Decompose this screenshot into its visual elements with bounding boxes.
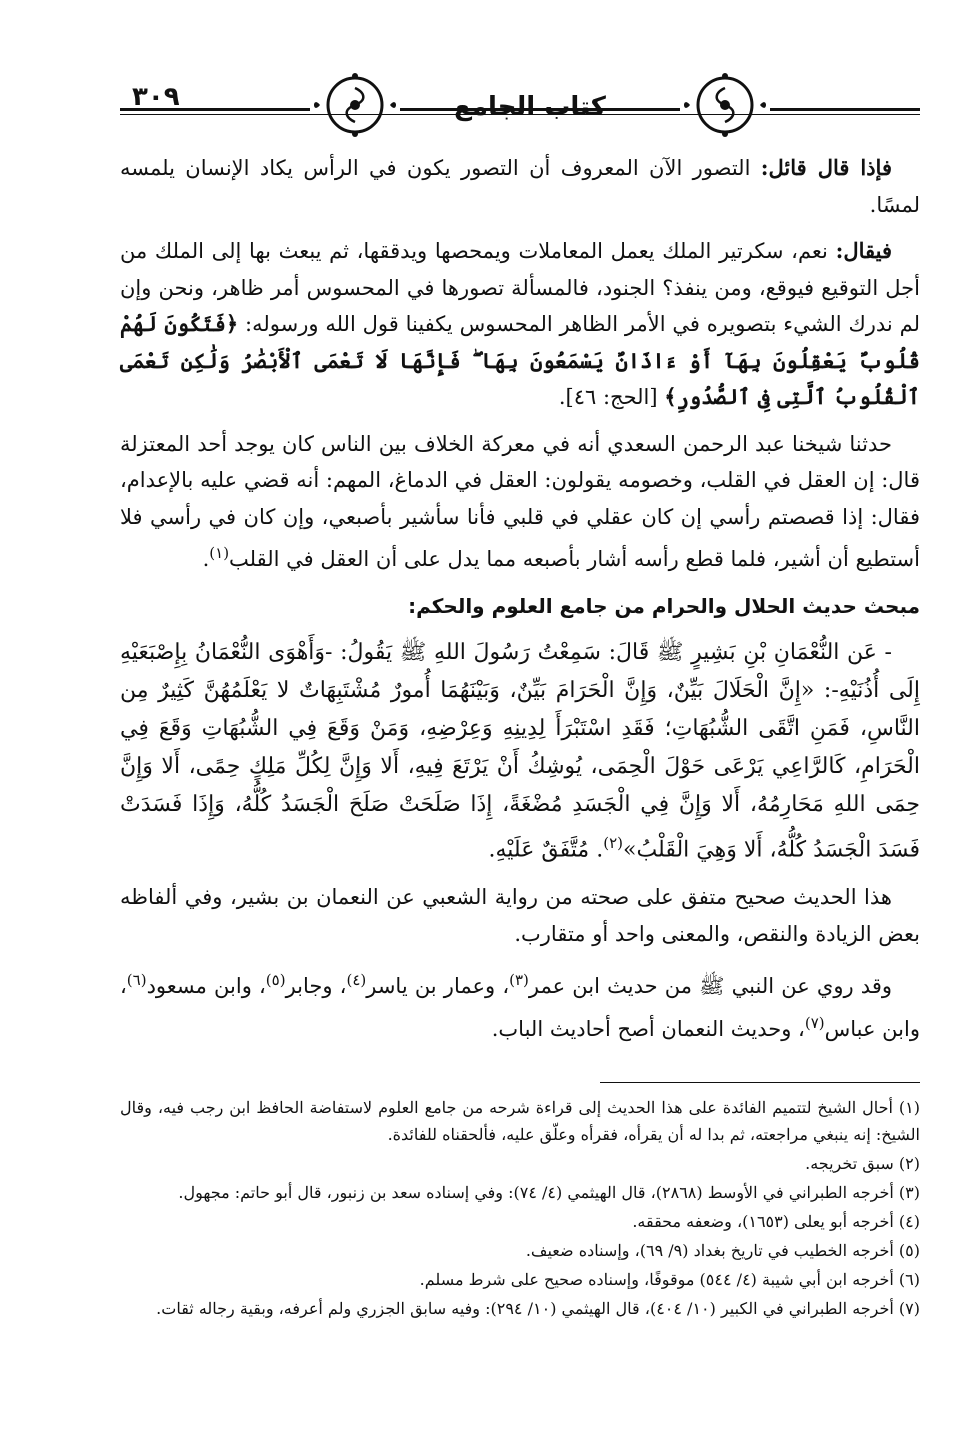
paragraph-lead: فإذا قال قائل: [760,155,892,180]
section-heading: مبحث حديث الحلال والحرام من جامع العلوم والحكم: [408,593,920,618]
footnote-ref: (٥) [265,971,286,990]
hadith-body: - عَن النُّعْمَانِ بْنِ بَشِيرٍ ﷺ قَالَ: سَمِعْتُ رَسُولَ اللهِ ﷺ يَقُولُ: -وَأَهْوَى النُّعْمَانُ بِإِصْبَعَيْهِ إِلَى أُذُنَيْهِ-: «إِنَّ الْحَلَالَ بَيِّنٌ، وَإِنَّ الْحَرَامَ بَيِّنٌ، وَبَيْنَهُمَا أُمورٌ مُشْتَبِهَاتٌ لا يَعْلَمُهُنَّ كَثِيرٌ مِن النَّاسِ، فَمَنِ اتَّقَى الشُّبُهَاتِ؛ فَقَدِ اسْتَبْرَأَ لِدِينِهِ وَعِرْضِهِ، وَمَنْ وَقَعَ فِي الشُّبُهَاتِ وَقَعَ فِي الْحَرَامِ، كَالرَّاعِي يَرْعَى حَوْلَ الْحِمَى، يُوشِكُ أَنْ يَرْتَعَ فِيهِ، أَلا وَإِنَّ لِكُلِّ مَلِكٍ حِمًى، أَلا وَإِنَّ حِمَى اللهِ مَحَارِمُهُ، أَلا وَإِنَّ فِي الْجَسَدِ مُضْغَةً، إِذَا صَلَحَتْ صَلَحَ الْجَسَدُ كُلُّهُ، وَإِذَا فَسَدَتْ فَسَدَ الْجَسَدُ كُلُّهُ، أَلا وَهِيَ الْقَلْبُ» [120,640,920,863]
book-title: كتاب الجامع [454,92,606,122]
floral-ornament-icon [680,70,770,140]
paragraph-authenticity [120,879,920,952]
paragraph-answer [120,233,920,416]
paragraph-text: نعم، سكرتير الملك يعمل المعاملات ويمحصها ويدققها، ثم يبعث بها إلى الملك من أجل التوقيع فيوقع، ومن ينفذ؟ الجنود، فالمسألة تصورها في المحسوس أمر ظاهر، ونحن وإن لم ندرك الشيء بتصويره في الأمر الظاهر المحسوس يكفينا قول الله ورسوله: [120,239,920,336]
paragraph-text: ، وابن عباس [120,974,920,1041]
paragraph-text: حدثنا شيخنا عبد الرحمن السعدي أنه في معركة الخلاف بين الناس كان يوجد أحد المعتزلة قال: إن العقل في القلب، وخصومه يقولون: العقل في الدماغ، المهم: أنه قضي عليه بالإعدام، فقال: إذا قصصتم رأسي إن كان عقلي في قلبي فأنا سأشير بأصبعي، وإن كان في رأسي فلا أستطيع أن أشير، فلما قطع رأسه أشار بأصبعه مما يدل على أن العقل في القلب [120,431,920,571]
hadith-end: . مُتَّفَقٌ عَلَيْهِ. [488,837,604,863]
floral-ornament-icon [310,70,400,140]
paragraph-text: ، وابن مسعود [146,974,266,999]
paragraph-text: ، وجابر [285,974,347,999]
footnotes [120,1094,920,1324]
page-header [120,70,920,150]
footnote-ref: (٦) [126,971,147,990]
footnote-ref: (٢) [603,834,623,852]
verse-citation: [الحج: ٤٦]. [558,385,665,409]
paragraph-text: هذا الحديث صحيح متفق على صحته من رواية الشعبي عن النعمان بن بشير، وفي ألفاظه بعض الزيادة والنقص، والمعنى واحد أو متقارب. [120,885,920,946]
paragraph-text: وقد روي عن النبي ﷺ من حديث ابن عمر [528,974,893,999]
footnote-item: (١) أحال الشيخ لتتميم الفائدة على هذا الحديث إلى قراءة شرحه من جامع العلوم لاستفاضة الحافظ ابن رجب فيه، وقال الشيخ: إنه ينبغي مراجعته، ثم بدا له أن يقرأه، فقرأه وعلّق عليه، فألحقناه للفائدة. [120,1098,920,1144]
footnote-ref: (٣) [509,971,529,990]
footnote-divider [600,1082,920,1083]
footnote-ref: (٧) [804,1013,825,1032]
footnote-ref: (٤) [346,971,367,990]
footnote-ref: (١) [209,544,230,562]
footnote-item: (٢) سبق تخريجه. [805,1154,920,1173]
footnote-item: (٣) أخرجه الطبراني في الأوسط (٢٨٦٨)، قال الهيثمي (٤/ ٧٤): وفي إسناده سعد بن زنبور، قال أبو حاتم: مجهول. [178,1183,920,1202]
footnote-item: (٦) أخرجه ابن أبي شيبة (٤/ ٥٤٤) موقوفًا، وإسناده صحيح على شرط مسلم. [419,1270,920,1289]
main-text [120,150,920,1057]
footnote-item: (٥) أخرجه الخطيب في تاريخ بغداد (٩/ ٦٩)، وإسناده ضعيف. [525,1241,920,1260]
quran-verse: ﴿فَتَكُونَ لَهُمْ قُلُوبٌ يَعْقِلُونَ بِهَآ أَوْ ءَاذَانٌ يَسْمَعُونَ بِهَا ۖ فَإِنَّهَا لَا تَعْمَى ٱلْأَبْصَٰرُ وَلَٰكِن تَعْمَى ٱلْقُلُوبُ ٱلَّتِى فِى ٱلصُّدُورِ﴾ [120,311,920,409]
footnote-item: (٤) أخرجه أبو يعلى (١٦٥٣)، وضعفه محققه. [632,1212,920,1231]
paragraph-question [120,150,920,223]
paragraph-end: . [202,547,210,571]
hadith-text [120,634,920,869]
paragraph-text: ، وحديث النعمان أصح أحاديث الباب. [491,1016,805,1041]
paragraph-story [120,426,920,578]
paragraph-lead: فيقال: [835,238,892,263]
footnote-item: (٧) أخرجه الطبراني في الكبير (١٠/ ٤٠٤)، قال الهيثمي (١٠/ ٢٩٤): وفيه سابق الجزري ولم أعرفه، وبقية رجاله ثقات. [156,1299,920,1318]
paragraph-text: التصور الآن المعروف أن التصور يكون في الرأس يكاد الإنسان يلمسه لمسًا. [120,156,920,217]
paragraph-text: ، وعمار بن ياسر [366,974,510,999]
page-number: ٣٠٩ [132,82,180,112]
paragraph-narrations [120,962,920,1047]
